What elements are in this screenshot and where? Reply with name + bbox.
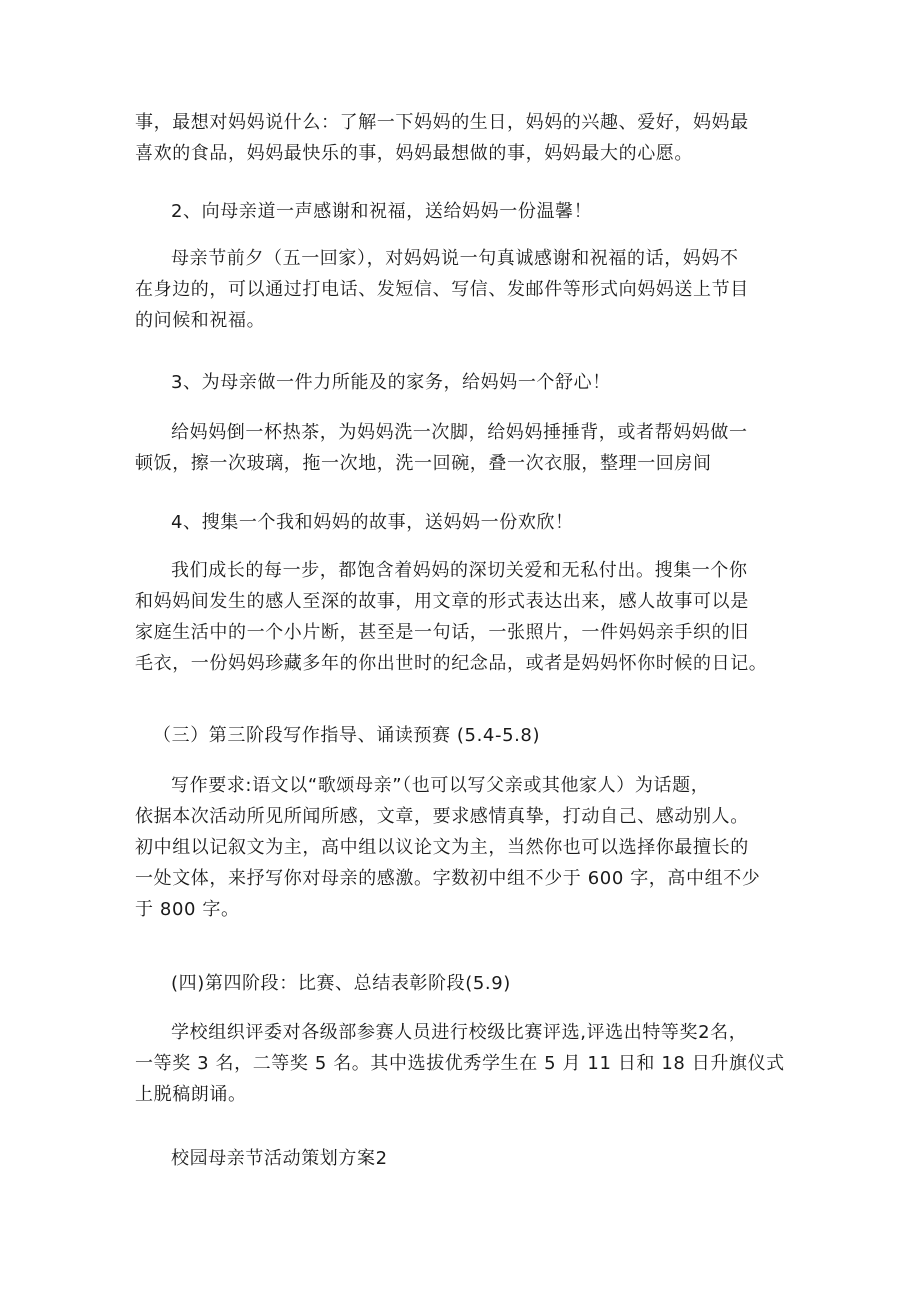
text-line: 毛衣，一份妈妈珍藏多年的你出世时的纪念品，或者是妈妈怀你时候的日记。 xyxy=(135,653,768,674)
text-line: 顿饭，擦一次玻璃，拖一次地，洗一回碗，叠一次衣服，整理一回房间 xyxy=(135,453,712,474)
text-line: (四)第四阶段：比赛、总结表彰阶段(5.9) xyxy=(171,973,511,994)
paragraph-item-3-body xyxy=(135,417,795,479)
text-line: 写作要求:语文以“歌颂母亲”（也可以写父亲或其他家人）为话题， xyxy=(171,775,710,796)
text-line: 家庭生活中的一个小片断，甚至是一句话，一张照片，一件妈妈亲手织的旧 xyxy=(135,622,749,643)
text-line: 3、为母亲做一件力所能及的家务，给妈妈一个舒心！ xyxy=(171,372,611,393)
text-line: 于 800 字。 xyxy=(135,899,240,920)
paragraph-item-4-body xyxy=(135,555,795,679)
paragraph-item-2-body xyxy=(135,243,795,336)
text-line: 的问候和祝福。 xyxy=(135,310,266,331)
text-line: 一处文体，来抒写你对母亲的感激。字数初中组不少于 600 字，高中组不少 xyxy=(135,868,761,889)
text-line: 在身边的，可以通过打电话、发短信、写信、发邮件等形式向妈妈送上节目 xyxy=(135,279,749,300)
text-line: 学校组织评委对各级部参赛人员进行校级比赛评选,评选出特等奖2名， xyxy=(171,1022,748,1043)
text-line: 给妈妈倒一杯热茶，为妈妈洗一次脚，给妈妈捶捶背，或者帮妈妈做一 xyxy=(171,422,748,443)
text-line: （三）第三阶段写作指导、诵读预赛 (5.4-5.8) xyxy=(153,725,541,746)
text-line: 2、向母亲道一声感谢和祝福，送给妈妈一份温馨！ xyxy=(171,201,593,222)
text-line: 校园母亲节活动策划方案2 xyxy=(171,1148,388,1169)
paragraph-wishes-continued xyxy=(135,107,795,169)
text-line: 事，最想对妈妈说什么：了解一下妈妈的生日，妈妈的兴趣、爱好，妈妈最 xyxy=(135,112,749,133)
text-line: 一等奖 3 名，二等奖 5 名。其中选拔优秀学生在 5 月 11 日和 18 日升旗仪式 xyxy=(135,1053,785,1074)
text-line: 母亲节前夕（五一回家），对妈妈说一句真诚感谢和祝福的话，妈妈不 xyxy=(171,248,739,269)
text-line: 初中组以记叙文为主，高中组以议论文为主，当然你也可以选择你最擅长的 xyxy=(135,837,749,858)
section-title-plan-2 xyxy=(135,1143,795,1174)
text-line: 我们成长的每一步，都饱含着妈妈的深切关爱和无私付出。搜集一个你 xyxy=(171,560,748,581)
heading-stage-4 xyxy=(135,968,795,999)
text-line: 4、搜集一个我和妈妈的故事，送妈妈一份欢欣！ xyxy=(171,512,574,533)
heading-stage-3 xyxy=(153,720,813,751)
text-line: 依据本次活动所见所闻所感，文章，要求感情真挚，打动自己、感动别人。 xyxy=(135,806,749,827)
heading-item-4 xyxy=(135,507,795,538)
text-line: 上脱稿朗诵。 xyxy=(135,1084,247,1105)
heading-item-2 xyxy=(135,196,795,227)
paragraph-writing-requirements xyxy=(135,770,795,925)
paragraph-judging xyxy=(135,1017,795,1110)
text-line: 和妈妈间发生的感人至深的故事，用文章的形式表达出来，感人故事可以是 xyxy=(135,591,749,612)
text-line: 喜欢的食品，妈妈最快乐的事，妈妈最想做的事，妈妈最大的心愿。 xyxy=(135,143,693,164)
heading-item-3 xyxy=(135,367,795,398)
